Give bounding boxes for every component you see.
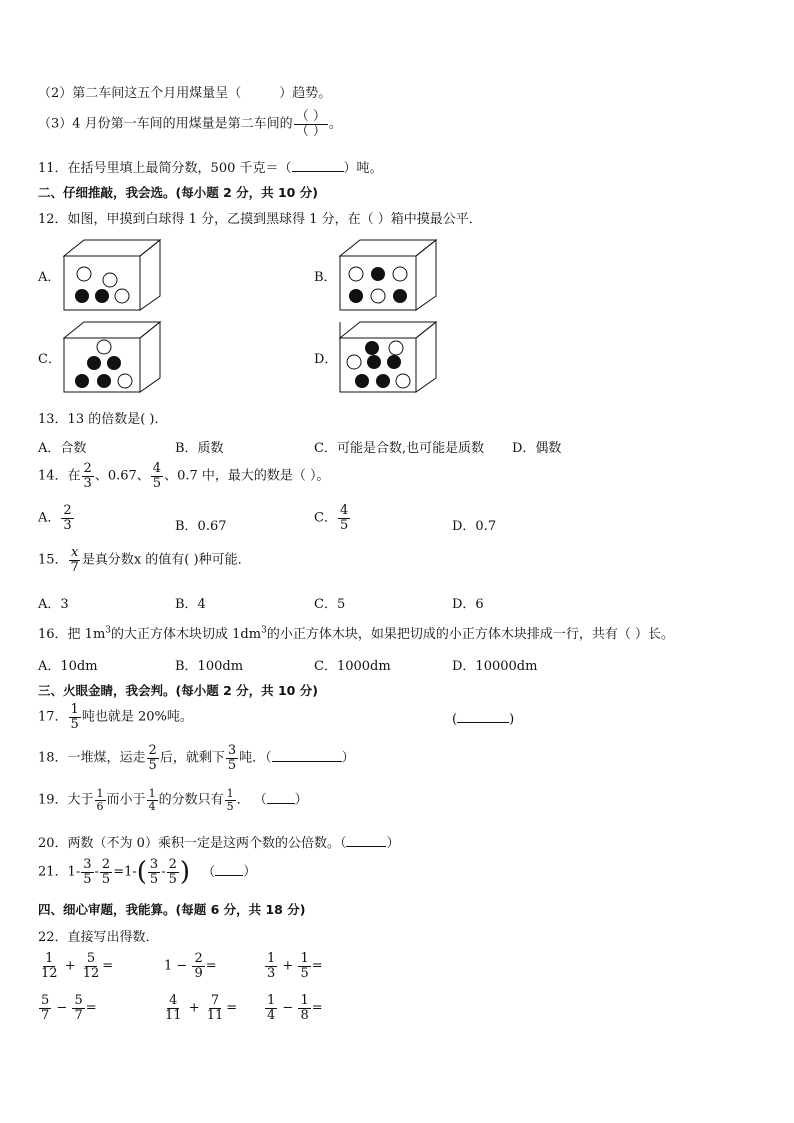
black-ball [376, 374, 390, 388]
fraction: $\frac{1}{5}$ [300, 951, 309, 981]
calc-item: $\frac{4}{11}$ + $\frac{7}{11}$ = [165, 993, 238, 1023]
question-17: 17． $\frac{1}{5}$ 吨也就是 20%吨。 [38, 702, 193, 732]
black-ball [355, 374, 369, 388]
option-c-label[interactable]: C． [38, 352, 61, 367]
question-15-stem: 15． $\frac{x}{7}$ 是真分数x 的值有( )种可能． [38, 545, 251, 575]
q13-option-a[interactable]: A．合数 [38, 441, 87, 456]
fraction: $\frac{2}{3}$ [83, 461, 92, 491]
question-11: 11．在括号里填上最简分数，500 千克＝（ ）吨。 [38, 161, 383, 176]
q16-option-c[interactable]: C．1000dm [314, 659, 391, 674]
fraction: $\frac{5}{7}$ [74, 993, 83, 1023]
q14-option-b[interactable]: B．0.67 [175, 519, 227, 534]
fraction: $\frac{2}{5}$ [168, 857, 177, 887]
fraction: $\frac{4}{5}$ [339, 503, 349, 533]
white-ball [389, 341, 403, 355]
question-13-stem: 13．13 的倍数是( )． [38, 412, 168, 427]
black-ball [367, 355, 381, 369]
box-b-image[interactable] [336, 238, 440, 312]
fraction: $\frac{( )}{( )}$ [295, 109, 326, 139]
white-ball [118, 374, 132, 388]
question-21: 21．1- $\frac{3}{5}$ - $\frac{2}{5}$ =1-( $\frac{3}{5}$ - $\frac{2}{5}$ ) （ ） [38, 857, 257, 888]
fraction: $\frac{1}{3}$ [267, 951, 276, 981]
section-3-heading: 三、火眼金睛，我会判。(每小题 2 分，共 10 分) [38, 683, 318, 698]
fraction: $\frac{1}{5}$ [70, 702, 79, 732]
answer-blank[interactable] [346, 846, 386, 847]
black-ball [95, 289, 109, 303]
fraction: $\frac{5}{12}$ [82, 951, 100, 981]
fraction: $\frac{5}{7}$ [41, 993, 50, 1023]
black-ball [393, 289, 407, 303]
q15-option-b[interactable]: B．4 [175, 597, 206, 612]
calc-item: $\frac{1}{12}$ + $\frac{5}{12}$ = [41, 951, 114, 981]
white-ball [349, 267, 363, 281]
calc-item: $\frac{1}{3}$ + $\frac{1}{5}$ = [267, 951, 323, 981]
question-16-stem: 16．把 $1m^3$的大正方体木块切成 $1dm^3$的小正方体木块，如果把切成的小正方体木块排成一行，共有（ ）长。 [38, 625, 674, 642]
fraction: $\frac{2}{3}$ [63, 503, 72, 533]
fraction: $\frac{1}{12}$ [41, 951, 58, 981]
white-ball [77, 267, 91, 281]
fraction: $\frac{7}{11}$ [206, 993, 224, 1023]
answer-blank[interactable] [267, 803, 295, 804]
fraction: $\frac{1}{6}$ [96, 787, 104, 813]
black-ball [87, 356, 101, 370]
q15-option-d[interactable]: D．6 [452, 597, 484, 612]
q15-option-a[interactable]: A．3 [38, 597, 69, 612]
box-a-image[interactable] [60, 238, 164, 312]
section-4-heading: 四、细心审题，我能算。(每题 6 分，共 18 分) [38, 902, 306, 917]
black-ball [75, 289, 89, 303]
option-a-label[interactable]: A． [38, 270, 61, 285]
black-ball [365, 341, 379, 355]
box-c-image[interactable] [60, 320, 164, 394]
answer-blank[interactable] [215, 875, 243, 876]
q10-item2: （2）第二车间这五个月用煤量呈（ ）趋势。 [38, 86, 332, 101]
white-ball [103, 273, 117, 287]
fraction: $\frac{2}{5}$ [101, 857, 111, 887]
answer-blank[interactable] [292, 171, 344, 172]
option-d-label[interactable]: D． [314, 352, 338, 367]
q14-option-d[interactable]: D．0.7 [452, 519, 497, 534]
answer-blank[interactable] [457, 722, 509, 723]
fraction: $\frac{1}{5}$ [226, 787, 234, 813]
white-ball [97, 340, 111, 354]
q16-option-b[interactable]: B．100dm [175, 659, 244, 674]
q17-answer[interactable]: ( ) [452, 712, 515, 727]
white-ball [396, 374, 410, 388]
question-22-stem: 22．直接写出得数． [38, 930, 159, 945]
q15-option-c[interactable]: C．5 [314, 597, 346, 612]
q14-option-a[interactable]: A． $\frac{2}{3}$ [38, 503, 72, 533]
box-d-image[interactable] [336, 320, 440, 394]
q16-option-d[interactable]: D．10000dm [452, 659, 538, 674]
question-14-stem: 14．在 $\frac{2}{3}$ 、0.67、 $\frac{4}{5}$ 、0.7 中，最大的数是（ ）。 [38, 461, 330, 491]
fraction: $\frac{2}{9}$ [194, 951, 203, 981]
fraction: $\frac{4}{11}$ [165, 993, 182, 1023]
fraction: $\frac{1}{4}$ [267, 993, 276, 1023]
option-b-label[interactable]: B． [314, 270, 337, 285]
black-ball [107, 356, 121, 370]
question-18: 18．一堆煤，运走 $\frac{2}{5}$ 后，就剩下 $\frac{3}{5}$ 吨．（ ） [38, 743, 355, 773]
q13-option-b[interactable]: B．质数 [175, 441, 224, 456]
calc-item: $\frac{5}{7}$ − $\frac{5}{7}$ = [41, 993, 97, 1023]
white-ball [115, 289, 129, 303]
fraction: $\frac{x}{7}$ [70, 545, 79, 575]
white-ball [347, 355, 361, 369]
white-ball [393, 267, 407, 281]
q13-option-c[interactable]: C．可能是合数,也可能是质数 [314, 441, 485, 456]
question-20: 20．两数（不为 0）乘积一定是这两个数的公倍数。（ ） [38, 836, 400, 851]
section-2-heading: 二、仔细推敲，我会选。(每小题 2 分，共 10 分) [38, 185, 318, 200]
black-ball [349, 289, 363, 303]
question-19: 19．大于 $\frac{1}{6}$ 而小于 $\frac{1}{4}$ 的分数只有 $\frac{1}{5}$ ． （ ） [38, 787, 308, 813]
black-ball [75, 374, 89, 388]
calc-item: 1 − $\frac{2}{9}$ = [164, 951, 217, 981]
q13-option-d[interactable]: D．偶数 [512, 441, 562, 456]
black-ball [387, 355, 401, 369]
q16-option-a[interactable]: A．10dm [38, 659, 98, 674]
white-ball [371, 289, 385, 303]
fraction: $\frac{3}{5}$ [149, 857, 159, 887]
fraction: $\frac{1}{4}$ [148, 787, 156, 813]
calc-item: $\frac{1}{4}$ − $\frac{1}{8}$ = [267, 993, 323, 1023]
answer-blank[interactable] [272, 761, 342, 762]
q10-item3: （3）4 月份第一车间的用煤量是第二车间的 $\frac{( )}{( )}$ 。 [38, 109, 342, 139]
fraction: $\frac{2}{5}$ [148, 743, 157, 773]
fraction: $\frac{4}{5}$ [152, 461, 162, 491]
question-12-stem: 12．如图，甲摸到白球得 1 分，乙摸到黑球得 1 分，在（ ）箱中摸最公平． [38, 212, 482, 227]
black-ball [371, 267, 385, 281]
q14-option-c[interactable]: C． $\frac{4}{5}$ [314, 503, 349, 533]
black-ball [97, 374, 111, 388]
fraction: $\frac{3}{5}$ [83, 857, 92, 887]
fraction: $\frac{3}{5}$ [227, 743, 237, 773]
fraction: $\frac{1}{8}$ [300, 993, 309, 1023]
